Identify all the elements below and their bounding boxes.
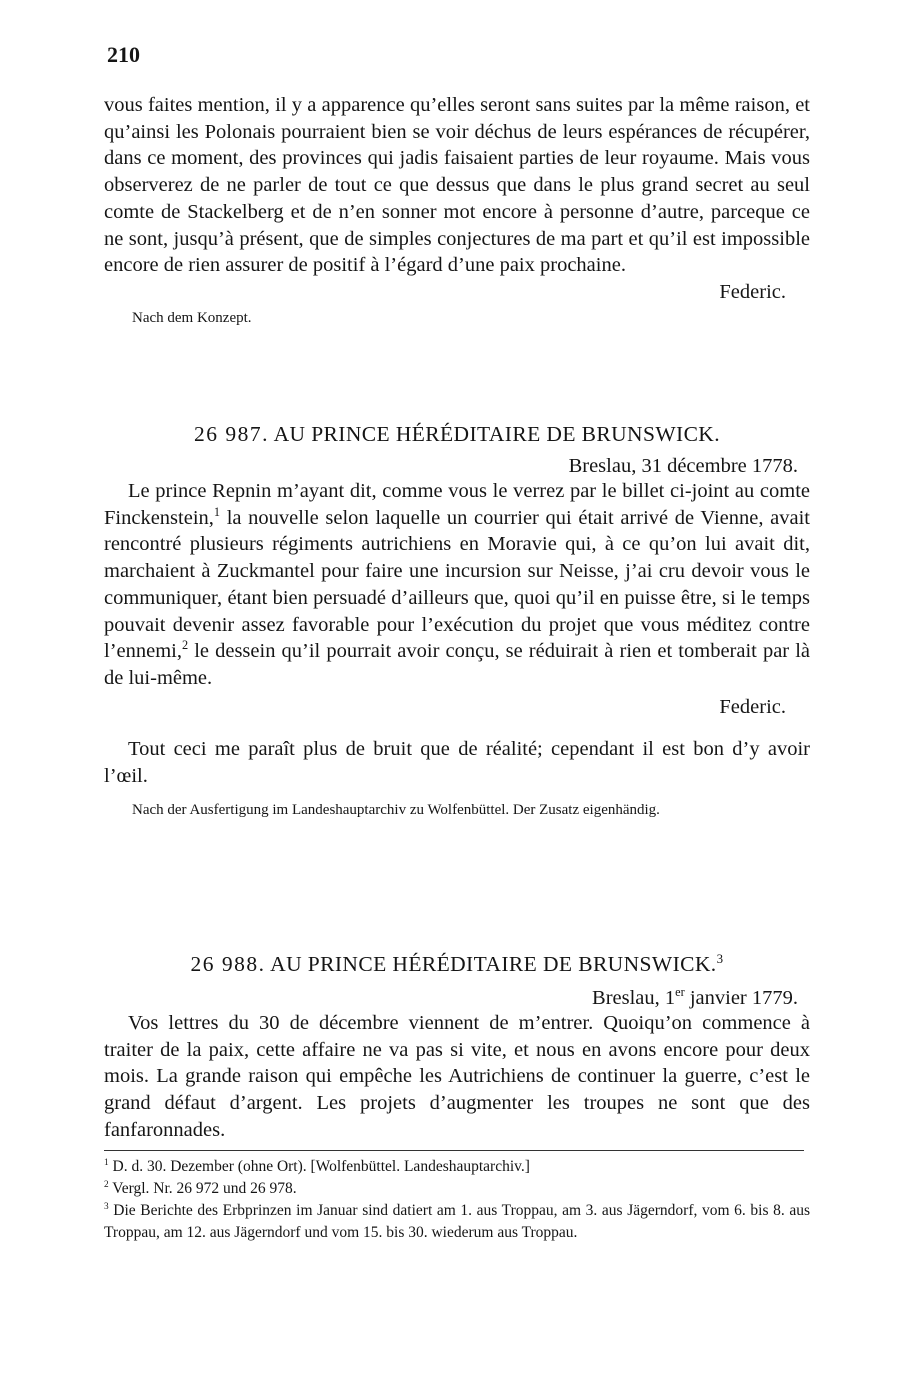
footnote-ref-3[interactable]: 3 bbox=[716, 951, 724, 966]
letter-26987-body-part2: la nouvelle selon laquelle un courrier qui était arrivé de Vienne, avait rencontré plusieurs régiments autrichiens en Moravie qui, à ce qu’on lui avait dit, marchaient à Zuckmantel pour faire une incursion sur Neisse, j’ai cru devoir vous le communiquer, étant bien persuadé d’ailleurs que, quoi qu’il en puisse être, si le temps pouvait devenir assez favorable pour l’exécution du projet que vous méditez contre l’ennemi, bbox=[104, 506, 810, 663]
letter-26988-number: 26 988. bbox=[190, 952, 266, 976]
footnote-3-mark: 3 bbox=[104, 1201, 109, 1212]
letter-26987-signature: Federic. bbox=[719, 695, 786, 718]
footnote-2-text: Vergl. Nr. 26 972 und 26 978. bbox=[112, 1180, 297, 1197]
continuation-signature: Federic. bbox=[719, 280, 786, 303]
letter-26987-dateline: Breslau, 31 décembre 1778. bbox=[568, 455, 798, 477]
footnote-1 bbox=[104, 1156, 810, 1178]
letter-26988-heading bbox=[104, 952, 810, 977]
letter-26987-source-note: Nach der Ausfertigung im Landeshauptarchiv zu Wolfenbüttel. Der Zusatz eigenhändig. bbox=[132, 801, 660, 818]
letter-26987-number: 26 987. bbox=[193, 422, 269, 446]
footnote-ref-1[interactable]: 1 bbox=[213, 504, 221, 519]
footnote-3 bbox=[104, 1200, 810, 1244]
footnote-ref-2[interactable]: 2 bbox=[182, 638, 189, 653]
letter-26987 bbox=[104, 422, 810, 821]
letter-26988-title: AU PRINCE HÉRÉDITAIRE DE BRUNSWICK. bbox=[270, 952, 717, 976]
letter-26988-body: Vos lettres du 30 de décembre viennent de m’entrer. Quoiqu’on commence à traiter de la paix, cette affaire ne va pas si vite, et nous en avons encore pour deux mois. La grande raison qui empêche les Autrichiens de continuer la guerre, c’est le grand défaut d’argent. Les projets d’augmenter les troupes ne sont que des fanfaronnades. bbox=[104, 1012, 810, 1141]
footnote-2 bbox=[104, 1178, 810, 1200]
continuation-section bbox=[104, 92, 810, 329]
letter-26988-dateline-prefix: Breslau, 1 bbox=[592, 987, 676, 1009]
page-number: 210 bbox=[107, 42, 140, 67]
footnotes bbox=[104, 1156, 810, 1244]
letter-26987-body-part1: Le prince Repnin m’ayant dit, comme vous le verrez par le billet ci-joint au comte Finckenstein, bbox=[104, 480, 810, 529]
continuation-paragraph: vous faites mention, il y a apparence qu’elles seront sans suites par la même raison, et qu’ainsi les Polonais pourraient bien se voir déchus de leurs espérances de récupérer, dans ce moment, des provinces qui jadis faisaient parties de leur royaume. Mais vous observerez de ne parler de tout ce que dessus que dans le plus grand secret au seul comte de Stackelberg et de n’en sonner mot encore à personne d’autre, parceque ce ne sont, jusqu’à présent, que de simples conjectures de ma part et qu’il est impossible encore de rien assurer de positif à l’égard d’une paix prochaine. bbox=[104, 94, 810, 277]
letter-26988-dateline-sup: er bbox=[675, 985, 685, 1000]
letter-26987-body-part3: le dessein qu’il pourrait avoir conçu, se réduirait à rien et tomberait par là de lui-même. bbox=[104, 640, 810, 689]
footnote-2-mark: 2 bbox=[104, 1179, 109, 1190]
letter-26988-dateline bbox=[104, 987, 810, 1010]
continuation-source-note: Nach dem Konzept. bbox=[132, 309, 252, 326]
letter-26987-body bbox=[104, 478, 810, 692]
letter-26987-postscript: Tout ceci me paraît plus de bruit que de réalité; cependant il est bon d’y avoir l’œil. bbox=[104, 738, 810, 788]
footnote-1-mark: 1 bbox=[104, 1157, 109, 1168]
letter-26987-title: AU PRINCE HÉRÉDITAIRE DE BRUNSWICK. bbox=[273, 422, 721, 446]
footnote-1-text: D. d. 30. Dezember (ohne Ort). [Wolfenbüttel. Landeshauptarchiv.] bbox=[112, 1158, 530, 1175]
letter-26988-dateline-suffix: janvier 1779. bbox=[684, 987, 798, 1009]
letter-26988 bbox=[104, 952, 810, 1144]
letter-26987-heading bbox=[104, 422, 810, 447]
footnote-divider bbox=[104, 1150, 804, 1151]
footnote-3-text: Die Berichte des Erbprinzen im Januar sind datiert am 1. aus Troppau, am 3. aus Jägerndorf, vom 6. bis 8. aus Troppau, am 12. aus Jägerndorf und vom 15. bis 30. wiederum aus Troppau. bbox=[104, 1202, 811, 1241]
